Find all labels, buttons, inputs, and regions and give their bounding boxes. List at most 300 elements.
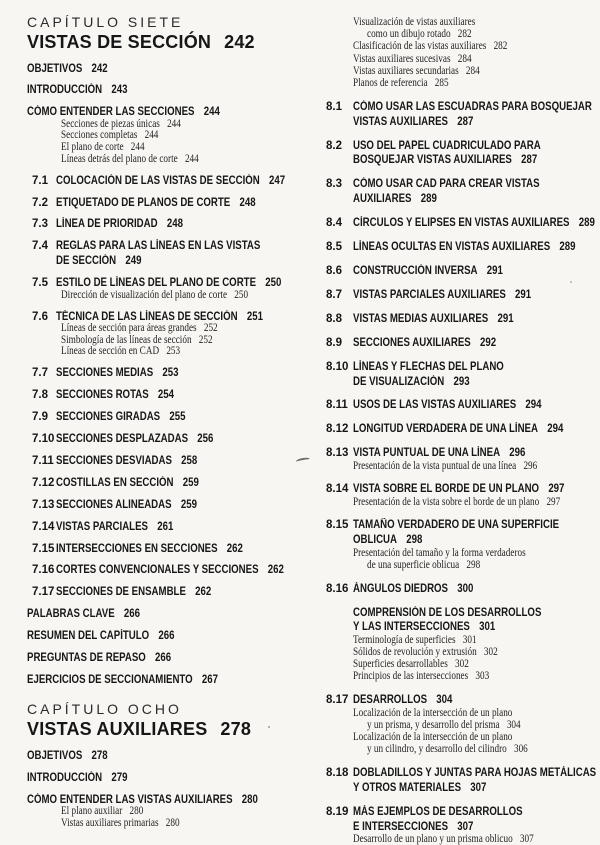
- entry-line: [353, 262, 559, 277]
- page-number: 304: [506, 718, 521, 731]
- entry-text: Y LAS INTERSECCIONES: [353, 621, 470, 634]
- scan-artifact-speck: [268, 726, 270, 728]
- entry-text: Vistas auxiliares primarias: [61, 816, 159, 829]
- entry-line: [56, 562, 284, 577]
- entry-lines: [56, 409, 319, 424]
- entry-line: [61, 346, 267, 358]
- entry-text: SECCIONES GIRADAS: [56, 411, 161, 424]
- toc-entry: [326, 803, 598, 833]
- section-number: 7.11: [32, 454, 54, 467]
- section-number: 7.9: [32, 411, 48, 424]
- entry-text: VISTA PUNTUAL DE UNA LÍNEA: [353, 447, 501, 460]
- entry-lines: [353, 580, 598, 595]
- toc-entry: [326, 262, 598, 277]
- entry-lines: [27, 791, 319, 806]
- entry-line: [353, 152, 559, 167]
- entry-lines: [353, 239, 598, 254]
- section-number: 7.13: [32, 498, 55, 511]
- entry-text: INTERSECCIONES EN SECCIONES: [56, 542, 218, 555]
- toc-entry: [27, 474, 319, 489]
- section-number: 7.5: [32, 277, 48, 290]
- toc-entry: [27, 747, 319, 762]
- toc-subentry: [353, 547, 598, 571]
- page-number: 297: [548, 483, 565, 496]
- entry-text: Dirección de visualización del plano de corte: [61, 288, 228, 301]
- entry-text: COMPRENSIÓN DE LOS DESARROLLOS: [353, 606, 542, 619]
- page-number: 300: [457, 582, 474, 595]
- page-number: 292: [479, 336, 497, 349]
- entry-text: VISTAS PARCIALES AUXILIARES: [353, 288, 506, 301]
- entry-text: Simbología de las líneas de sección: [61, 333, 192, 346]
- entry-text: SECCIONES DESVIADAS: [56, 454, 172, 467]
- entry-text: LONGITUD VERDADERA DE UNA LÍNEA: [353, 423, 538, 436]
- page-number: 267: [201, 674, 219, 686]
- toc-entry: [326, 310, 598, 325]
- entry-text: Principios de las intersecciones: [353, 670, 469, 683]
- entry-text: CÓMO USAR LAS ESCUADRAS PARA BOSQUEJAR: [353, 100, 592, 113]
- entry-lines: [353, 137, 598, 167]
- toc-column-left: [27, 13, 319, 829]
- entry-lines: [353, 310, 598, 325]
- page-number: 294: [547, 423, 564, 436]
- page-number: 259: [180, 498, 197, 511]
- entry-line: [353, 779, 559, 794]
- page-number: 253: [166, 345, 181, 358]
- entry-lines: [61, 818, 319, 830]
- entry-lines: [56, 275, 319, 290]
- entry-line: [353, 833, 549, 845]
- entry-lines: [353, 731, 598, 755]
- entry-lines: [56, 518, 319, 533]
- entry-text: Superficies desarrollables: [353, 658, 448, 671]
- toc-entry: [27, 769, 319, 784]
- entry-text: REGLAS PARA LAS LÍNEAS EN LAS VISTAS: [56, 240, 261, 253]
- entry-line: [27, 60, 272, 75]
- entry-lines: [27, 628, 319, 643]
- toc-entry: [27, 431, 319, 446]
- page-number: 302: [454, 658, 469, 671]
- entry-lines: [353, 286, 598, 301]
- page-number: 284: [465, 64, 480, 77]
- entry-text: MÁS EJEMPLOS DE DESARROLLOS: [353, 805, 523, 818]
- toc-entry: [27, 60, 319, 75]
- entry-text: Visualización de vistas auxiliares: [353, 16, 476, 28]
- entry-text: CÓMO ENTENDER LAS SECCIONES: [27, 106, 195, 119]
- entry-lines: [56, 365, 319, 380]
- entry-lines: [27, 60, 319, 75]
- section-number: 7.16: [32, 564, 55, 577]
- toc-entry: [326, 286, 598, 301]
- entry-line: [353, 658, 549, 670]
- page-number: 278: [91, 749, 108, 762]
- entry-line: [353, 53, 549, 65]
- entry-text: Planos de referencia: [353, 77, 428, 90]
- section-number: 7.14: [32, 520, 55, 533]
- entry-line: [27, 628, 272, 643]
- entry-lines: [353, 604, 598, 634]
- section-number: 8.18: [326, 766, 349, 779]
- entry-line: [27, 769, 272, 784]
- toc-subentry: [353, 40, 598, 52]
- entry-lines: [353, 764, 598, 794]
- entry-text: Desarrollo de un plano y un prisma oblicuo: [353, 833, 513, 845]
- toc-entry: [27, 518, 319, 533]
- section-number: 7.12: [32, 476, 55, 489]
- entry-line: [27, 791, 272, 806]
- toc-entry: [27, 387, 319, 402]
- toc-entry: [326, 517, 598, 547]
- chapter-title-text: VISTAS AUXILIARES: [27, 719, 208, 740]
- entry-text: Vistas auxiliares secundarias: [353, 64, 459, 77]
- toc-subentry: [353, 65, 598, 77]
- entry-line: [353, 98, 592, 113]
- toc-entry: [27, 791, 319, 806]
- entry-lines: [27, 650, 319, 665]
- entry-line: [56, 584, 277, 599]
- entry-lines: [27, 606, 319, 621]
- entry-text: SECCIONES ROTAS: [56, 389, 149, 402]
- entry-line: [56, 275, 282, 290]
- entry-line: [353, 692, 559, 707]
- toc-entry: [27, 562, 319, 577]
- page-number: 302: [483, 646, 498, 659]
- entry-text: como un dibujo rotado: [367, 28, 451, 41]
- entry-line: [353, 481, 565, 496]
- entry-text: Secciones de piezas únicas: [61, 117, 160, 130]
- entry-text: Terminología de superficies: [353, 633, 456, 646]
- entry-line: [367, 559, 552, 571]
- toc-entry: [27, 308, 319, 323]
- page-number: 250: [265, 277, 282, 290]
- page-number: 244: [167, 117, 181, 130]
- entry-text: LÍNEA DE PRIORIDAD: [56, 218, 158, 231]
- entry-line: [56, 387, 277, 402]
- entry-text: CÍRCULOS Y ELIPSES EN VISTAS AUXILIARES: [353, 217, 570, 230]
- toc-subentry: [353, 634, 598, 646]
- entry-line: [353, 604, 559, 619]
- page-number: 298: [466, 558, 481, 571]
- toc-entry: [326, 692, 598, 707]
- entry-line: [56, 431, 277, 446]
- page-number: 244: [130, 140, 145, 153]
- entry-text: VISTAS AUXILIARES: [353, 115, 449, 128]
- entry-lines: [27, 104, 319, 119]
- section-number: 7.1: [32, 174, 48, 187]
- page-number: 247: [269, 174, 286, 187]
- entry-line: [353, 286, 559, 301]
- toc-subentry: [61, 154, 319, 166]
- entry-line: [56, 518, 277, 533]
- entry-line: [353, 764, 597, 779]
- page-number: 266: [123, 608, 141, 621]
- entry-text: DOBLADILLOS Y JUNTAS PARA HOJAS METÁLICAS: [353, 766, 597, 779]
- entry-line: [56, 216, 277, 231]
- page-number: 280: [165, 816, 180, 829]
- page-number: 256: [197, 433, 214, 446]
- chapter-heading: [27, 13, 319, 53]
- entry-lines: [56, 172, 319, 187]
- entry-text: TAMAÑO VERDADERO DE UNA SUPERFICIE: [353, 519, 560, 532]
- entry-lines: [56, 194, 319, 209]
- entry-lines: [353, 496, 598, 508]
- chapter-title: [27, 32, 319, 53]
- entry-line: [27, 82, 272, 97]
- entry-text: TÉCNICA DE LAS LÍNEAS DE SECCIÓN: [56, 310, 238, 323]
- toc-entry: [326, 137, 598, 167]
- entry-line: [367, 719, 552, 731]
- entry-line: [353, 532, 559, 547]
- entry-line: [56, 308, 277, 323]
- toc-subentry: [353, 658, 598, 670]
- entry-line: [353, 619, 559, 634]
- toc-subentry: [353, 460, 598, 472]
- entry-line: [353, 16, 549, 28]
- page-number: 301: [479, 621, 496, 634]
- entry-text: RESUMEN DEL CAPÍTULO: [27, 630, 150, 643]
- toc-subentry: [61, 346, 319, 358]
- toc-entry: [27, 628, 319, 643]
- toc-subentry: [61, 290, 319, 302]
- entry-lines: [56, 216, 319, 231]
- entry-line: [56, 172, 286, 187]
- entry-text: Sólidos de revolución y extrusión: [353, 646, 477, 659]
- section-number: 8.9: [326, 336, 342, 349]
- entry-text: DESARROLLOS: [353, 694, 428, 707]
- entry-lines: [56, 496, 319, 511]
- entry-lines: [353, 658, 598, 670]
- entry-text: Presentación de la vista puntual de una línea: [353, 459, 517, 472]
- toc-entry: [326, 176, 598, 206]
- page-number: 291: [497, 312, 514, 325]
- page-number: 289: [420, 193, 437, 206]
- page-number: 287: [457, 115, 474, 128]
- page-number: 244: [144, 129, 159, 142]
- page-number: 280: [129, 805, 144, 818]
- entry-text: INTRODUCCIÓN: [27, 771, 103, 784]
- page-number: 242: [224, 32, 255, 52]
- entry-line: [56, 194, 277, 209]
- page-number: 252: [203, 322, 218, 335]
- entry-line: [27, 606, 272, 621]
- section-number: 8.4: [326, 217, 342, 230]
- entry-lines: [56, 308, 319, 323]
- chapter-kicker: CAPÍTULO SIETE: [27, 14, 184, 30]
- section-number: 8.10: [326, 360, 349, 373]
- page-number: 297: [546, 495, 561, 508]
- entry-text: Clasificación de las vistas auxiliares: [353, 40, 487, 53]
- page-number: 282: [493, 40, 508, 53]
- entry-text: y un cilindro, y desarrollo del cilindro: [367, 743, 507, 756]
- entry-lines: [353, 397, 598, 412]
- entry-text: Líneas de sección en CAD: [61, 345, 160, 358]
- page-number: 262: [267, 564, 284, 577]
- page-number: 284: [457, 52, 472, 65]
- section-number: 7.17: [32, 586, 55, 599]
- page-number: 250: [234, 288, 249, 301]
- page-number: 259: [182, 476, 199, 489]
- entry-text: ESTILO DE LÍNEAS DEL PLANO DE CORTE: [56, 277, 257, 290]
- page-number: 289: [559, 241, 576, 254]
- entry-text: SECCIONES ALINEADAS: [56, 498, 172, 511]
- toc-subentry: [353, 833, 598, 845]
- page-number: 291: [486, 264, 503, 277]
- section-number: 7.7: [32, 367, 48, 380]
- entry-line: [353, 310, 559, 325]
- entry-line: [353, 547, 549, 559]
- entry-text: SECCIONES DE ENSAMBLE: [56, 586, 186, 599]
- entry-lines: [56, 474, 319, 489]
- page-number: 303: [475, 670, 490, 683]
- page-number: 307: [519, 833, 534, 845]
- section-number: 8.14: [326, 483, 349, 496]
- page-number: 278: [220, 719, 252, 740]
- chapter-heading: [27, 700, 319, 740]
- page-number: 262: [226, 542, 243, 555]
- section-number: 7.15: [32, 542, 55, 555]
- page-number: 304: [436, 694, 453, 707]
- section-number: 8.3: [326, 178, 342, 191]
- entry-text: CONSTRUCCIÓN INVERSA: [353, 264, 478, 277]
- entry-line: [353, 239, 576, 254]
- entry-text: USO DEL PAPEL CUADRICULADO PARA: [353, 139, 541, 152]
- page-number: 244: [203, 106, 220, 119]
- entry-line: [353, 634, 549, 646]
- entry-text: Y OTROS MATERIALES: [353, 781, 462, 794]
- entry-lines: [56, 584, 319, 599]
- entry-line: [353, 670, 549, 682]
- page-number: 248: [166, 218, 183, 231]
- entry-text: SECCIONES MEDIAS: [56, 367, 154, 380]
- entry-text: Vistas auxiliares sucesivas: [353, 52, 451, 65]
- entry-line: [56, 496, 277, 511]
- toc-entry: [326, 764, 598, 794]
- entry-text: Líneas de sección para áreas grandes: [61, 322, 197, 335]
- section-number: 7.3: [32, 218, 48, 231]
- page-number: 301: [462, 633, 477, 646]
- entry-text: Presentación de la vista sobre el borde de un plano: [353, 495, 540, 508]
- entry-text: DE SECCIÓN: [56, 255, 117, 268]
- entry-line: [353, 358, 559, 373]
- page-number: 307: [457, 820, 474, 833]
- entry-line: [56, 452, 277, 467]
- entry-lines: [353, 262, 598, 277]
- toc-subentry: [353, 707, 598, 731]
- entry-line: [353, 707, 549, 719]
- entry-lines: [353, 481, 598, 496]
- section-number: 8.13: [326, 447, 349, 460]
- entry-line: [56, 540, 277, 555]
- entry-line: [56, 253, 277, 268]
- chapter-title: [27, 719, 319, 740]
- toc-entry: [27, 540, 319, 555]
- toc-entry: [326, 239, 598, 254]
- entry-lines: [27, 769, 319, 784]
- entry-text: EJERCICIOS DE SECCIONAMIENTO: [27, 674, 193, 686]
- entry-lines: [56, 431, 319, 446]
- entry-line: [353, 731, 549, 743]
- entry-text: BOSQUEJAR VISTAS AUXILIARES: [353, 154, 512, 167]
- entry-lines: [353, 547, 598, 571]
- entry-text: CÓMO ENTENDER LAS VISTAS AUXILIARES: [27, 793, 233, 806]
- entry-line: [56, 238, 277, 253]
- entry-line: [353, 373, 559, 388]
- toc-entry: [353, 604, 598, 634]
- entry-lines: [353, 634, 598, 646]
- page-number: 306: [513, 743, 528, 756]
- entry-text: El plano auxiliar: [61, 805, 123, 818]
- entry-line: [61, 818, 267, 830]
- toc-entry: [27, 365, 319, 380]
- entry-line: [353, 495, 561, 508]
- entry-line: [353, 113, 559, 128]
- entry-lines: [353, 65, 598, 77]
- entry-text: VISTAS PARCIALES: [56, 520, 148, 533]
- toc-entry: [27, 172, 319, 187]
- page-number: 266: [158, 630, 175, 643]
- toc-entry: [326, 580, 598, 595]
- entry-line: [353, 176, 559, 191]
- entry-text: de una superficie oblicua: [367, 558, 460, 571]
- page-number: 307: [470, 781, 487, 794]
- entry-lines: [353, 334, 598, 349]
- entry-lines: [353, 646, 598, 658]
- entry-text: USOS DE LAS VISTAS AUXILIARES: [353, 399, 517, 412]
- toc-entry: [27, 606, 319, 621]
- entry-line: [353, 460, 549, 472]
- toc-entry: [27, 496, 319, 511]
- entry-text: LÍNEAS OCULTAS EN VISTAS AUXILIARES: [353, 241, 551, 254]
- entry-lines: [353, 215, 598, 230]
- entry-lines: [56, 238, 319, 268]
- entry-text: Presentación del tamaño y la forma verdaderos: [353, 546, 526, 559]
- section-number: 8.11: [326, 399, 348, 412]
- entry-lines: [61, 346, 319, 358]
- entry-text: OBLICUA: [353, 534, 398, 547]
- entry-line: [353, 580, 559, 595]
- toc-entry: [27, 672, 319, 687]
- page-number: 248: [239, 196, 256, 209]
- chapter-kicker: CAPÍTULO OCHO: [27, 701, 182, 718]
- section-number: 8.7: [326, 288, 342, 301]
- entry-text: E INTERSECCIONES: [353, 820, 449, 833]
- toc-entry: [326, 421, 598, 436]
- entry-line: [367, 28, 552, 40]
- entry-line: [27, 650, 272, 665]
- entry-line: [27, 104, 272, 119]
- entry-text: ETIQUETADO DE PLANOS DE CORTE: [56, 196, 231, 209]
- toc-entry: [27, 452, 319, 467]
- section-number: 7.2: [32, 196, 48, 209]
- toc-subentry: [353, 16, 598, 40]
- entry-text: Secciones completas: [61, 129, 138, 142]
- entry-text: INTRODUCCIÓN: [27, 84, 103, 97]
- page-number: 253: [162, 367, 179, 380]
- entry-lines: [353, 176, 598, 206]
- page-number: 293: [453, 375, 470, 388]
- entry-lines: [353, 16, 598, 40]
- page-number: 285: [434, 77, 449, 90]
- entry-line: [56, 474, 277, 489]
- entry-text: CORTES CONVENCIONALES Y SECCIONES: [56, 564, 259, 577]
- entry-line: [353, 646, 549, 658]
- entry-text: DE VISUALIZACIÓN: [353, 375, 445, 388]
- entry-line: [27, 747, 272, 762]
- entry-lines: [353, 517, 598, 547]
- entry-line: [353, 421, 564, 436]
- entry-line: [353, 397, 559, 412]
- toc-subentry: [353, 53, 598, 65]
- entry-lines: [27, 672, 319, 687]
